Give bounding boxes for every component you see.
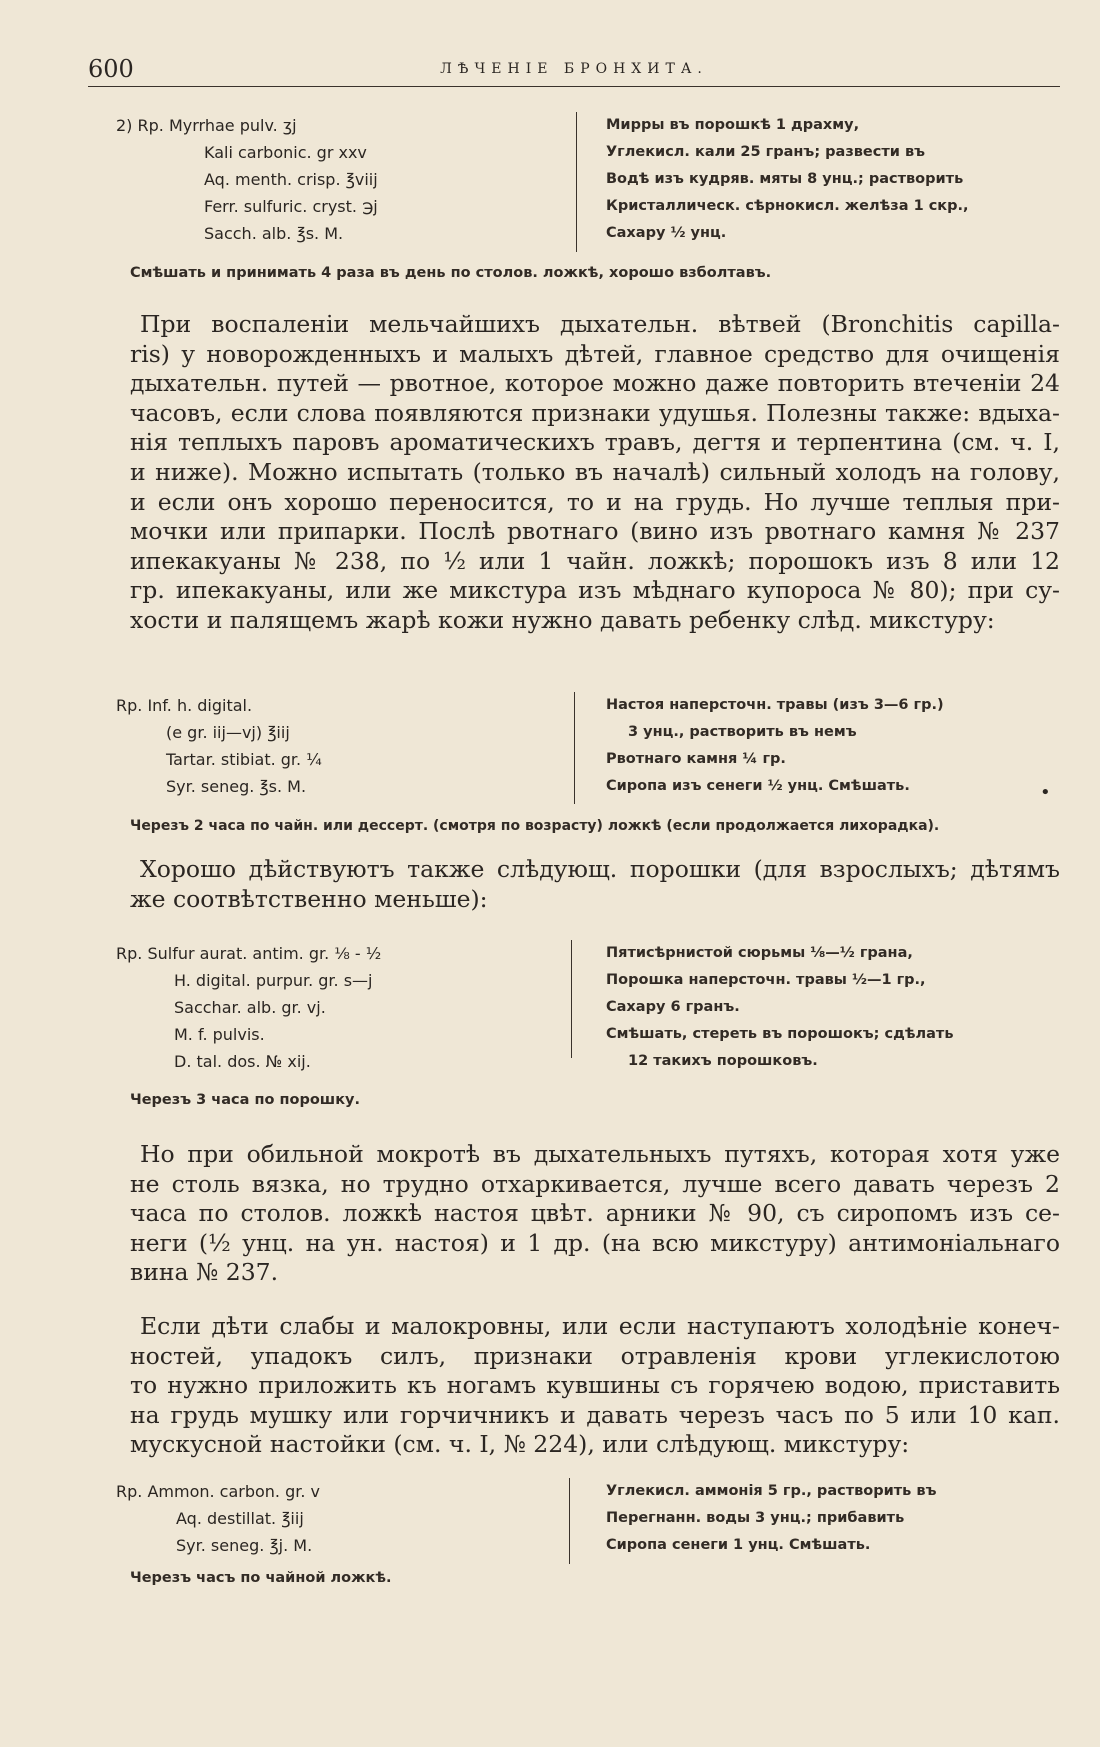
text-line: неги (½ унц. на ун. настоя) и 1 др. (на всю микстуру) антимонiальнаго xyxy=(130,1228,1060,1257)
text-line: Но при обильной мокротѣ въ дыхательныхъ путяхъ, которая хотя уже xyxy=(140,1140,1060,1168)
prescription-line: Rp. Ammon. carbon. gr. v xyxy=(116,1482,321,1501)
text-line: мускусной настойки (см. ч. I, № 224), или слѣдующ. микстуру: xyxy=(130,1430,910,1459)
prescription-line: Рвотнаго камня ¼ гр. xyxy=(606,751,786,767)
text-line: вина № 237. xyxy=(130,1258,279,1287)
prescription-line: Кристаллическ. сѣрнокисл. желѣза 1 скр., xyxy=(606,198,969,214)
prescription-line: Tartar. stibiat. gr. ¼ xyxy=(166,750,322,769)
text-line: При воспаленiи мельчайшихъ дыхательн. вѣтвей (Bronchitis capilla- xyxy=(140,310,1060,338)
paragraph xyxy=(130,1312,1060,1460)
column-divider xyxy=(571,940,572,1058)
text-line: и ниже). Можно испытать (только въ началѣ) сильный холодъ на голову, xyxy=(130,457,1060,486)
prescription-line: Aq. menth. crisp. ℥viij xyxy=(204,170,378,189)
prescription-line: Перегнанн. воды 3 унц.; прибавить xyxy=(606,1510,905,1526)
prescription-line: Rp. Inf. h. digital. xyxy=(116,696,253,715)
text-line: не столь вязка, но трудно отхаркивается, лучше всего давать черезъ 2 xyxy=(130,1169,1060,1198)
column-divider xyxy=(574,692,575,804)
prescription-line: Углекисл. кали 25 гранъ; развести въ xyxy=(606,144,926,160)
prescription-line: Aq. destillat. ℥iij xyxy=(176,1509,304,1528)
prescription-note: Смѣшать и принимать 4 раза въ день по столов. ложкѣ, хорошо взболтавъ. xyxy=(130,265,772,281)
prescription-line: Sacchar. alb. gr. vj. xyxy=(174,998,326,1017)
prescription-line: Смѣшать, стереть въ порошокъ; сдѣлать xyxy=(606,1026,954,1042)
prescription-latin xyxy=(116,112,571,247)
prescription-line: Ferr. sulfuric. cryst. ℈j xyxy=(204,197,378,216)
prescription-line: Сахару ½ унц. xyxy=(606,225,727,241)
page-number: 600 xyxy=(88,55,134,83)
text-line: и если онъ хорошо переносится, то и на грудь. Но лучше теплыя при- xyxy=(130,487,1060,516)
prescription-line: Углекисл. аммонiя 5 гр., растворить въ xyxy=(606,1483,937,1499)
running-title: ЛѢЧЕНIЕ БРОНХИТА. xyxy=(440,61,708,77)
text-line: же соотвѣтственно меньше): xyxy=(130,884,488,913)
prescription-line: Syr. seneg. ℥s. M. xyxy=(166,777,307,796)
prescription-latin xyxy=(116,940,571,1075)
text-line: часа по столов. ложкѣ настоя цвѣт. арники № 90, съ сиропомъ изъ се- xyxy=(130,1199,1060,1228)
text-line: хости и палящемъ жарѣ кожи нужно давать ребенку слѣд. микстуру: xyxy=(130,605,995,634)
prescription-line: 2) Rp. Myrrhae pulv. ʒj xyxy=(116,116,297,135)
paragraph xyxy=(130,855,1060,914)
text-line: нiя теплыхъ паровъ ароматическихъ травъ, дегтя и терпентина (см. ч. I, xyxy=(130,428,1060,457)
prescription-latin xyxy=(116,692,571,800)
text-line: Хорошо дѣйствуютъ также слѣдующ. порошки (для взрослыхъ; дѣтямъ xyxy=(140,855,1060,883)
prescription-line: Syr. seneg. ℥j. M. xyxy=(176,1536,313,1555)
prescription-russian xyxy=(606,692,1060,800)
prescription-latin xyxy=(116,1478,571,1559)
text-line: на грудь мушку или горчичникъ и давать черезъ часъ по 5 или 10 кап. xyxy=(130,1400,1060,1429)
prescription-line: M. f. pulvis. xyxy=(174,1025,265,1044)
prescription-line: Сиропа изъ сенеги ½ унц. Смѣшать. xyxy=(606,778,910,794)
text-line: гр. ипекакуаны, или же микстура изъ мѣднаго купороса № 80); при су- xyxy=(130,576,1060,605)
prescription-note: Черезъ часъ по чайной ложкѣ. xyxy=(130,1570,392,1586)
prescription-line: D. tal. dos. № xij. xyxy=(174,1052,311,1071)
paragraph xyxy=(130,310,1060,636)
text-line: часовъ, если слова появляются признаки удушья. Полезны также: вдыха- xyxy=(130,398,1060,427)
prescription-line: Мирры въ порошкѣ 1 драхму, xyxy=(606,117,860,133)
text-line: ипекакуаны № 238, по ½ или 1 чайн. ложкѣ; порошокъ изъ 8 или 12 xyxy=(130,546,1060,575)
prescription-note: Черезъ 2 часа по чайн. или дессерт. (смотря по возрасту) ложкѣ (если продолжается лихорадка). xyxy=(130,818,940,834)
text-line: Если дѣти слабы и малокровны, или если наступаютъ холодѣнiе конеч- xyxy=(140,1312,1060,1340)
prescription-line: Rp. Sulfur aurat. antim. gr. ⅛ - ½ xyxy=(116,944,382,963)
prescription-line: Сиропа сенеги 1 унц. Смѣшать. xyxy=(606,1537,871,1553)
prescription-line: Настоя наперсточн. травы (изъ 3—6 гр.) xyxy=(606,697,944,713)
column-divider xyxy=(569,1478,570,1564)
text-line: ris) у новорожденныхъ и малыхъ дѣтей, главное средство для очищенiя xyxy=(130,339,1060,368)
text-line: дыхательн. путей — рвотное, которое можно даже повторить втеченiи 24 xyxy=(130,369,1060,398)
text-line: то нужно приложить къ ногамъ кувшины съ горячею водою, приставить xyxy=(130,1371,1060,1400)
header-rule xyxy=(88,86,1060,87)
text-line: мочки или припарки. Послѣ рвотнаго (вино изъ рвотнаго камня № 237 xyxy=(130,517,1060,546)
paragraph xyxy=(130,1140,1060,1288)
prescription-line: Сахару 6 гранъ. xyxy=(606,999,740,1015)
prescription-russian xyxy=(606,112,1060,247)
prescription-line: 12 такихъ порошковъ. xyxy=(628,1053,818,1069)
running-header xyxy=(88,55,1060,85)
prescription-line: Пятисѣрнистой сюрьмы ⅛—½ грана, xyxy=(606,945,913,961)
prescription-line: Kali carbonic. gr xxv xyxy=(204,143,367,162)
prescription-russian xyxy=(606,940,1060,1075)
prescription-russian xyxy=(606,1478,1060,1559)
text-line: ностей, упадокъ силъ, признаки отравленiя крови углекислотою xyxy=(130,1341,1060,1370)
stray-dot: • xyxy=(1040,782,1051,803)
prescription-line: Водѣ изъ кудряв. мяты 8 унц.; растворить xyxy=(606,171,964,187)
prescription-line: H. digital. purpur. gr. s—j xyxy=(174,971,373,990)
prescription-line: 3 унц., растворить въ немъ xyxy=(628,724,857,740)
column-divider xyxy=(576,112,577,252)
prescription-note: Черезъ 3 часа по порошку. xyxy=(130,1092,360,1108)
prescription-line: (e gr. iij—vj) ℥iij xyxy=(166,723,290,742)
prescription-line: Порошка наперсточн. травы ½—1 гр., xyxy=(606,972,926,988)
prescription-line: Sacch. alb. ℥s. M. xyxy=(204,224,344,243)
